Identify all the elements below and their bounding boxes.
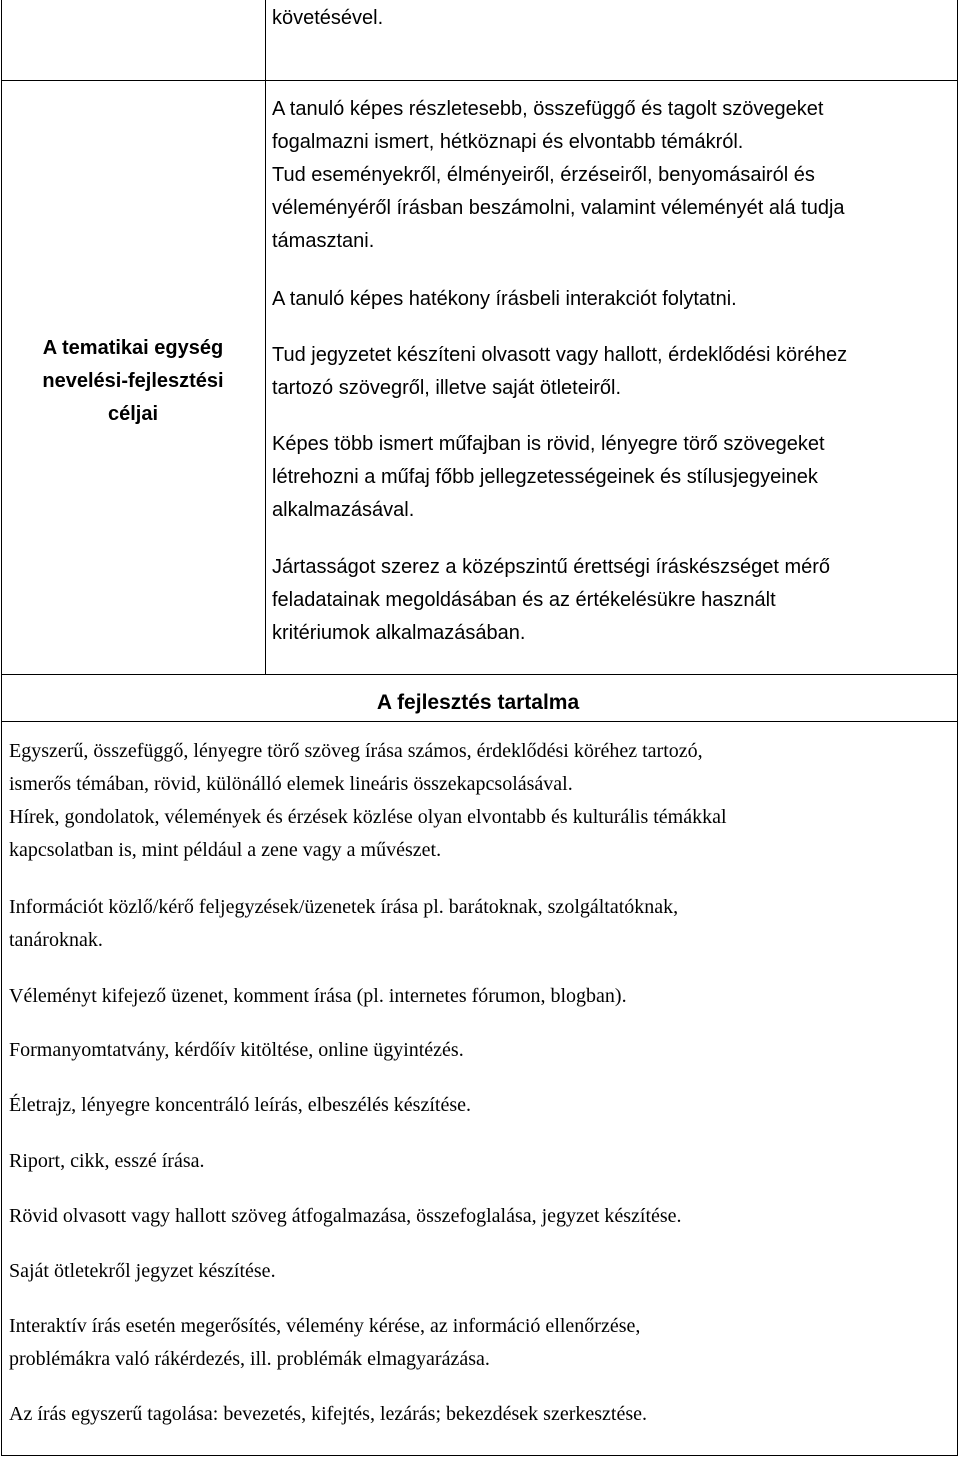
row-divider-top [1,80,958,81]
goal-line: A tanuló képes hatékony írásbeli interakciót folytatni. [272,288,737,310]
goal-paragraph-3 [272,339,847,405]
goals-label-line: céljai [107,403,159,425]
goal-line: kritériumok alkalmazásában. [272,622,526,644]
continuation-text: követésével. [272,7,384,29]
content-item-8 [9,1255,276,1288]
content-item-5 [9,1089,471,1122]
content-line: ismerős témában, rövid, különálló elemek lineáris összekapcsolásával. [9,773,573,795]
row-divider-goals [1,674,958,675]
content-line: Rövid olvasott vagy hallott szöveg átfogalmazása, összefoglalása, jegyzet készítése. [9,1205,682,1227]
content-item-4 [9,1034,464,1067]
content-item-7 [9,1200,682,1233]
content-item-6 [9,1145,205,1178]
content-line: Riport, cikk, esszé írása. [9,1150,205,1172]
content-item-2 [9,891,678,957]
row-divider-heading [1,721,958,722]
content-line: Interaktív írás esetén megerősítés, vélemény kérése, az információ ellenőrzése, [9,1315,641,1337]
goal-line: Képes több ismert műfajban is rövid, lényegre törő szövegeket [272,433,825,455]
goal-paragraph-4 [272,428,825,527]
goal-line: feladatainak megoldásában és az értékelésükre használt [272,589,776,611]
content-line: Hírek, gondolatok, vélemények és érzések közlése olyan elvontabb és kulturális témákkal [9,806,727,828]
content-item-1 [9,735,727,867]
content-line: Életrajz, lényegre koncentráló leírás, elbeszélés készítése. [9,1094,471,1116]
goals-label-line: nevelési-fejlesztési [42,370,224,392]
goal-line: Tud eseményekről, élményeiről, érzéseiről, benyomásairól és [272,164,815,186]
content-line: problémákra való rákérdezés, ill. problémák elmagyarázása. [9,1348,490,1370]
goal-line: Tud jegyzetet készíteni olvasott vagy hallott, érdeklődési köréhez [272,344,848,366]
content-line: kapcsolatban is, mint például a zene vagy a művészet. [9,839,442,861]
goal-paragraph-1 [272,93,845,258]
goal-line: tartozó szövegről, illetve saját ötleteiről. [272,377,622,399]
content-item-10 [9,1398,647,1431]
goals-label [0,332,266,431]
goal-line: alkalmazásával. [272,499,415,521]
goal-line: fogalmazni ismert, hétköznapi és elvontabb témákról. [272,131,744,153]
content-line: Információt közlő/kérő feljegyzések/üzenetek írása pl. barátoknak, szolgáltatóknak, [9,896,679,918]
goal-line: támasztani. [272,230,375,252]
content-line: Saját ötletekről jegyzet készítése. [9,1260,276,1282]
section-heading: A fejlesztés tartalma [376,691,580,714]
content-item-9 [9,1310,640,1376]
goals-label-line: A tematikai egység [42,337,224,359]
content-line: Véleményt kifejező üzenet, komment írása (pl. internetes fórumon, blogban). [9,985,627,1007]
content-line: Formanyomtatvány, kérdőív kitöltése, online ügyintézés. [9,1039,464,1061]
content-line: Az írás egyszerű tagolása: bevezetés, kifejtés, lezárás; bekezdések szerkesztése. [9,1403,648,1425]
goal-paragraph-5 [272,551,830,650]
goal-line: létrehozni a műfaj főbb jellegzetességeinek és stílusjegyeinek [272,466,818,488]
content-line: Egyszerű, összefüggő, lényegre törő szöveg írása számos, érdeklődési köréhez tartozó, [9,740,703,762]
goal-line: A tanuló képes részletesebb, összefüggő és tagolt szövegeket [272,98,824,120]
content-line: tanároknak. [9,929,103,951]
goal-line: véleményéről írásban beszámolni, valamint véleményét alá tudja [272,197,845,219]
goal-paragraph-2 [272,283,737,316]
content-item-3 [9,980,627,1013]
goal-line: Jártasságot szerez a középszintű érettségi íráskészséget mérő [272,556,831,578]
